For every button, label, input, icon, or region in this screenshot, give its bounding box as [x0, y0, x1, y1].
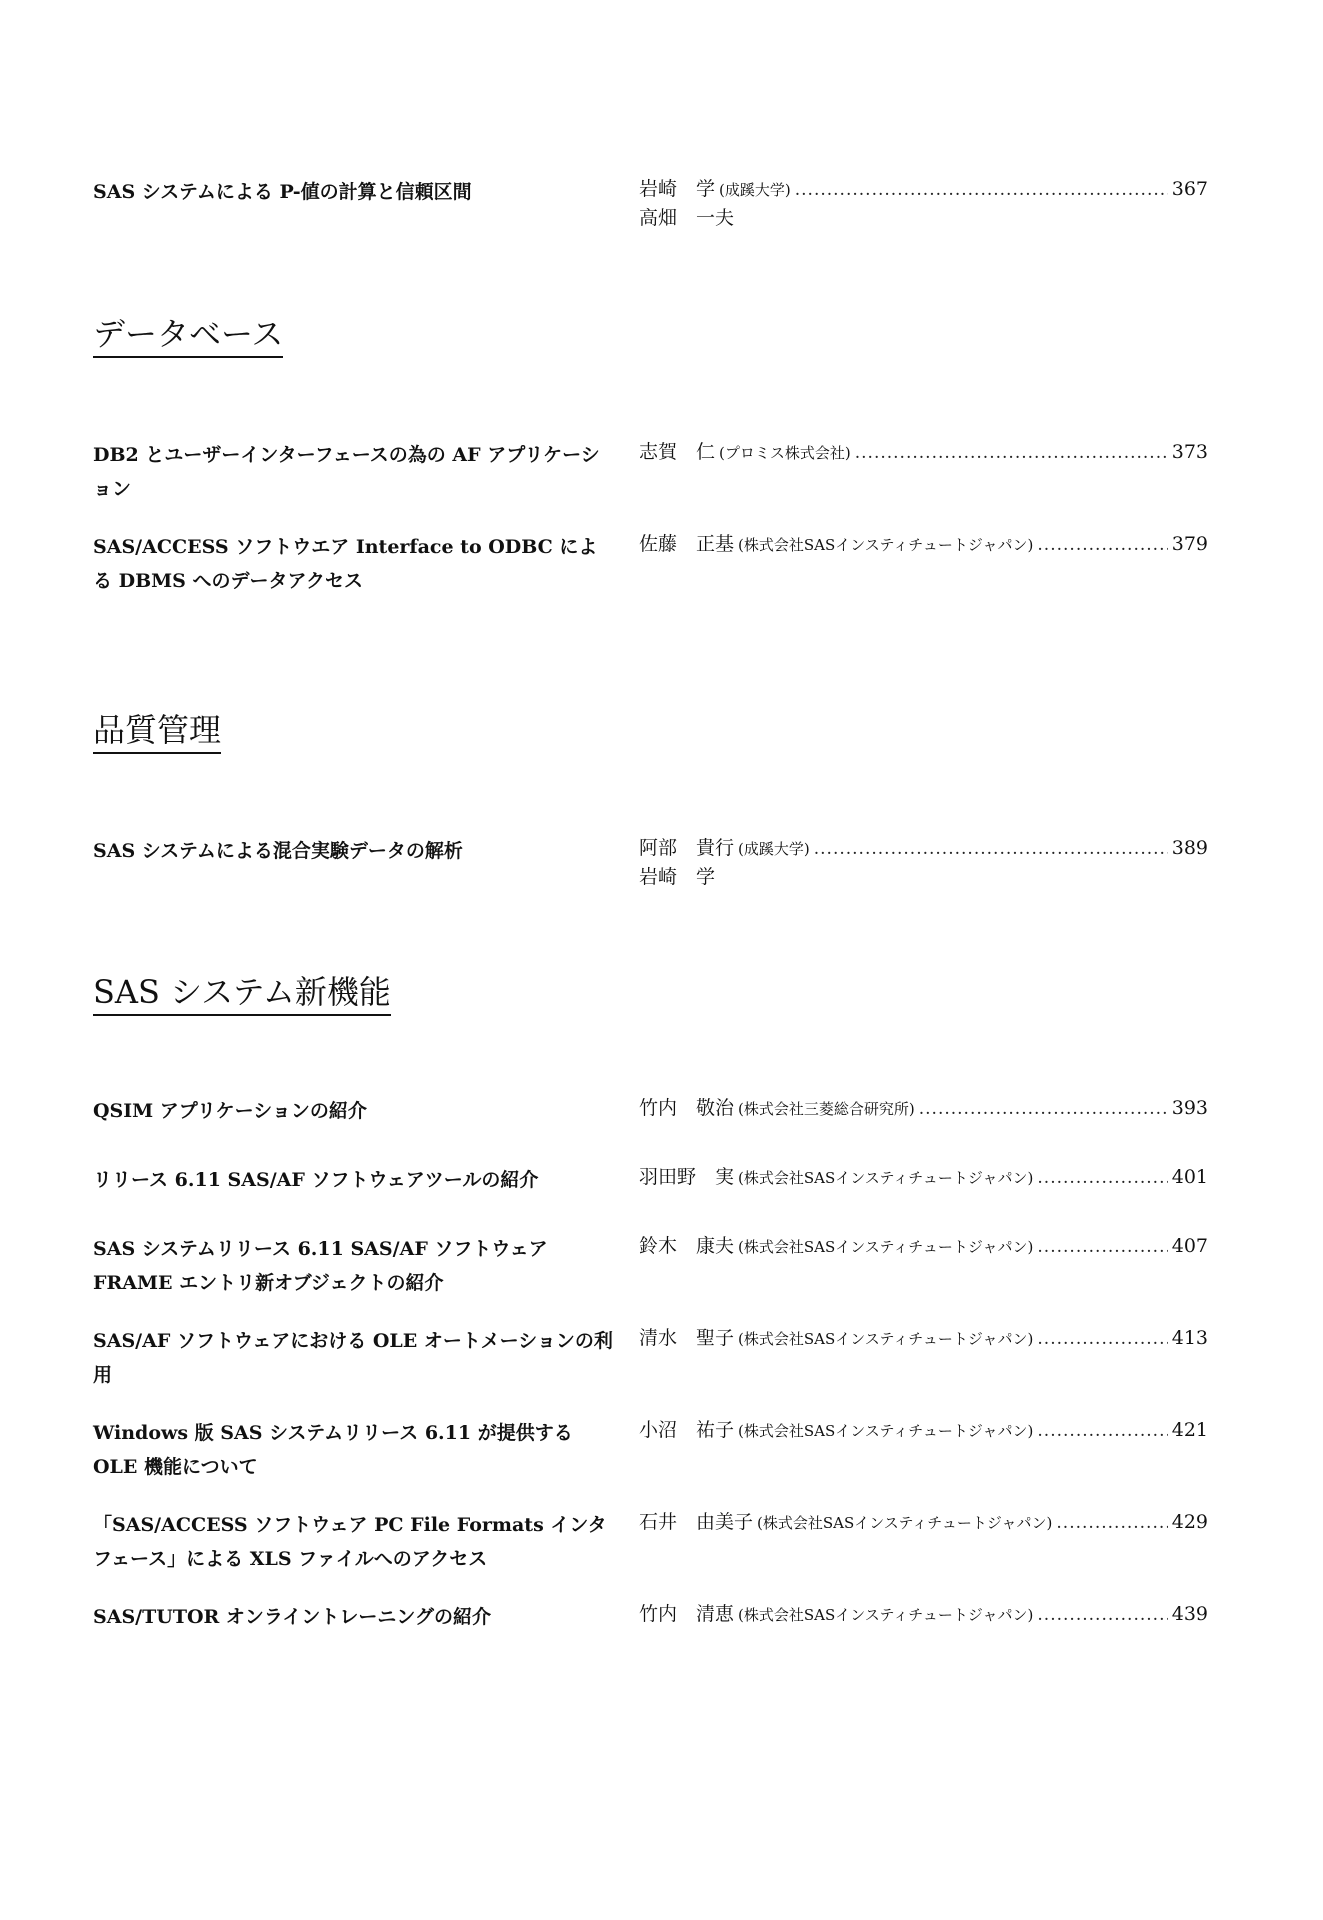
entry-page: 373 [1171, 441, 1208, 463]
entry-author: 石井 由美子 [639, 1511, 754, 1533]
entry-affiliation: (株式会社SASインスティチュートジャパン) [738, 1606, 1034, 1624]
entry-author: 清水 聖子 [639, 1327, 735, 1349]
entry-affiliation: (成蹊大学) [719, 181, 791, 199]
entry-page: 367 [1171, 178, 1208, 200]
entry-title: Windows 版 SAS システムリリース 6.11 が提供する OLE 機能について [93, 1422, 573, 1478]
entry-meta [639, 1324, 1208, 1353]
entry-title: SAS システムによる混合実験データの解析 [93, 840, 463, 862]
leader-dots [1037, 1233, 1167, 1261]
section-heading-new-features: SAS システム新機能 [93, 972, 391, 1016]
leader-dots [1056, 1509, 1167, 1537]
entry-author: 羽田野 実 [639, 1166, 735, 1188]
entry-title: QSIM アプリケーションの紹介 [93, 1100, 367, 1122]
entry-affiliation: (株式会社SASインスティチュートジャパン) [738, 1330, 1034, 1348]
entry-affiliation: (株式会社SASインスティチュートジャパン) [738, 1169, 1034, 1187]
entry-page: 379 [1171, 533, 1208, 555]
entry-affiliation: (株式会社SASインスティチュートジャパン) [738, 536, 1034, 554]
leader-dots [1037, 1164, 1167, 1192]
leader-dots [795, 176, 1168, 204]
entry-title: SAS/ACCESS ソフトウエア Interface to ODBC による DBMS へのデータアクセス [93, 536, 598, 592]
entry-title: SAS システムリリース 6.11 SAS/AF ソフトウェア FRAME エントリ新オブジェクトの紹介 [93, 1238, 548, 1294]
entry-meta [639, 1232, 1208, 1261]
leader-dots [919, 1095, 1168, 1123]
entry-page: 421 [1171, 1419, 1208, 1441]
entry-title: SAS システムによる P-値の計算と信頼区間 [93, 181, 472, 203]
entry-meta [639, 1600, 1208, 1629]
entry-meta [639, 1416, 1208, 1445]
entry-author: 鈴木 康夫 [639, 1235, 735, 1257]
leader-dots [1037, 531, 1167, 559]
entry-page: 413 [1171, 1327, 1208, 1349]
section-heading-quality: 品質管理 [93, 710, 221, 754]
entry-page: 429 [1171, 1511, 1208, 1533]
entry-meta [639, 1094, 1208, 1123]
entry-title: 「SAS/ACCESS ソフトウェア PC File Formats インタフェース」による XLS ファイルへのアクセス [93, 1514, 607, 1570]
entry-title: SAS/AF ソフトウェアにおける OLE オートメーションの利用 [93, 1330, 613, 1386]
entry-author: 岩崎 学 [639, 178, 716, 200]
entry-meta [639, 834, 1208, 891]
entry-affiliation: (株式会社SASインスティチュートジャパン) [738, 1238, 1034, 1256]
entry-title: SAS/TUTOR オンライントレーニングの紹介 [93, 1606, 491, 1628]
entry-author: 阿部 貴行 [639, 837, 735, 859]
entry-author: 志賀 仁 [639, 441, 716, 463]
entry-affiliation: (株式会社三菱総合研究所) [738, 1100, 915, 1118]
entry-meta [639, 1508, 1208, 1537]
entry-meta [639, 175, 1208, 232]
entry-author: 竹内 敬治 [639, 1097, 735, 1119]
entry-affiliation: (成蹊大学) [738, 840, 810, 858]
leader-dots [814, 835, 1168, 863]
entry-title: リリース 6.11 SAS/AF ソフトウェアツールの紹介 [93, 1169, 539, 1191]
entry-page: 393 [1171, 1097, 1208, 1119]
entry-author: 竹内 清恵 [639, 1603, 735, 1625]
leader-dots [1037, 1601, 1167, 1629]
entry-affiliation: (株式会社SASインスティチュートジャパン) [738, 1422, 1034, 1440]
entry-coauthor: 高畑 一夫 [639, 207, 735, 229]
entry-coauthor: 岩崎 学 [639, 866, 716, 888]
entry-title: DB2 とユーザーインターフェースの為の AF アプリケーション [93, 444, 600, 500]
leader-dots [855, 439, 1168, 467]
entry-meta [639, 438, 1208, 467]
entry-meta [639, 530, 1208, 559]
entry-page: 389 [1171, 837, 1208, 859]
entry-page: 439 [1171, 1603, 1208, 1625]
entry-affiliation: (株式会社SASインスティチュートジャパン) [757, 1514, 1053, 1532]
section-heading-database: データベース [93, 314, 283, 358]
entry-page: 407 [1171, 1235, 1208, 1257]
entry-page: 401 [1171, 1166, 1208, 1188]
entry-affiliation: (プロミス株式会社) [719, 444, 851, 462]
entry-author: 小沼 祐子 [639, 1419, 735, 1441]
entry-meta [639, 1163, 1208, 1192]
entry-author: 佐藤 正基 [639, 533, 735, 555]
leader-dots [1037, 1325, 1167, 1353]
leader-dots [1037, 1417, 1167, 1445]
